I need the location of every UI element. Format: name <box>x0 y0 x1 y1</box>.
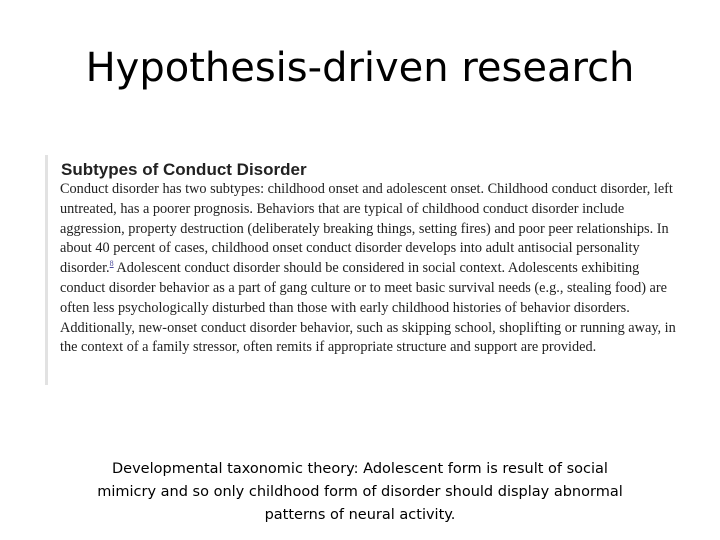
excerpt-body <box>60 180 682 358</box>
reference-link[interactable]: 8 <box>109 259 114 269</box>
slide-caption: Developmental taxonomic theory: Adolescent form is result of social mimicry and so only childhood form of disorder should display abnormal patterns of neural activity. <box>97 461 623 523</box>
excerpt-heading: Subtypes of Conduct Disorder <box>61 160 307 179</box>
excerpt-left-border <box>45 155 48 385</box>
excerpt-body-text-1: Conduct disorder has two subtypes: childhood onset and adolescent onset. Childhood conduct disorder, left untreated, has a poorer prognosis. Behaviors that are typical of childhood conduct disorder include aggression, property destruction (deliberately breaking things, setting fires) and poor peer relationships. In about 40 percent of cases, childhood onset conduct disorder develops into adult antisocial personality disorder. <box>60 181 673 277</box>
excerpt-body-text-2: Adolescent conduct disorder should be considered in social context. Adolescents exhibiting conduct disorder behavior as a part of gang culture or to meet basic survival needs (e.g., stealing food) are often less psychologically disturbed than those with early childhood histories of behavior disorders. Additionally, new-onset conduct disorder behavior, such as skipping school, shoplifting or running away, in the context of a family stressor, often remits if appropriate structure and support are provided. <box>60 260 676 356</box>
article-excerpt <box>45 155 685 385</box>
slide-title: Hypothesis-driven research <box>85 45 635 91</box>
